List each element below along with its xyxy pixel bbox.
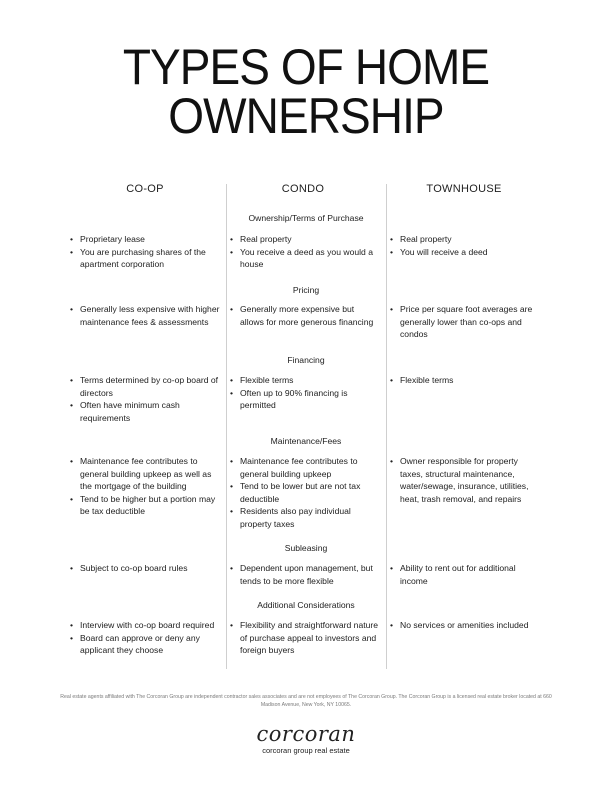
list-item: • Interview with co-op board required — [70, 619, 220, 632]
cell-maintenance-coop — [70, 455, 220, 518]
cell-ownership-townhouse — [390, 233, 540, 258]
cell-subleasing-condo — [230, 562, 380, 587]
list-item: • Tend to be lower but are not tax deductible — [230, 480, 380, 505]
cell-pricing-townhouse — [390, 303, 540, 341]
cell-maintenance-condo — [230, 455, 380, 530]
column-header-condo: CONDO — [281, 183, 325, 195]
section-label-ownership: Ownership/Terms of Purchase — [248, 213, 364, 223]
cell-subleasing-townhouse — [390, 562, 540, 587]
list-item: • Maintenance fee contributes to general building upkeep as well as the mortgage of the building — [70, 455, 220, 493]
logo-tagline: corcoran group real estate — [262, 746, 350, 755]
list-item: • Maintenance fee contributes to general building upkeep — [230, 455, 380, 480]
cell-additional-townhouse — [390, 619, 540, 632]
cell-additional-coop — [70, 619, 220, 657]
page-title-line1: TYPES OF HOME — [122, 39, 490, 95]
corcoran-logo: corcoran — [256, 722, 356, 746]
list-item: • Often have minimum cash requirements — [70, 399, 220, 424]
list-item: • Terms determined by co-op board of directors — [70, 374, 220, 399]
cell-maintenance-townhouse — [390, 455, 540, 505]
cell-ownership-condo — [230, 233, 380, 271]
list-item: • Proprietary lease — [70, 233, 220, 246]
cell-additional-condo — [230, 619, 380, 657]
list-item: • Generally less expensive with higher maintenance fees & assessments — [70, 303, 220, 328]
list-item: • Generally more expensive but allows for more generous financing — [230, 303, 380, 328]
cell-pricing-coop — [70, 303, 220, 328]
list-item: • Ability to rent out for additional income — [390, 562, 540, 587]
list-item: • Residents also pay individual property taxes — [230, 505, 380, 530]
legal-disclaimer: Real estate agents affiliated with The Corcoran Group are independent contractor sales associates and are not employees of The Corcoran Group. The Corcoran Group is a licensed real estate broker located at 660 Madison Avenue, New York, NY 10065. — [60, 694, 552, 709]
list-item: • You will receive a deed — [390, 246, 540, 259]
list-item: • Subject to co-op board rules — [70, 562, 220, 575]
column-divider-left — [226, 184, 227, 669]
cell-financing-coop — [70, 374, 220, 424]
section-label-maintenance: Maintenance/Fees — [270, 436, 342, 446]
list-item: • Price per square foot averages are generally lower than co-ops and condos — [390, 303, 540, 341]
list-item: • Often up to 90% financing is permitted — [230, 387, 380, 412]
section-label-pricing: Pricing — [292, 285, 320, 295]
section-label-additional: Additional Considerations — [257, 600, 355, 610]
cell-subleasing-coop — [70, 562, 220, 575]
cell-ownership-coop — [70, 233, 220, 271]
list-item: • Flexible terms — [390, 374, 540, 387]
list-item: • You receive a deed as you would a house — [230, 246, 380, 271]
cell-pricing-condo — [230, 303, 380, 328]
list-item: • Board can approve or deny any applicant they choose — [70, 632, 220, 657]
column-header-townhouse: TOWNHOUSE — [426, 183, 502, 195]
list-item: • Real property — [230, 233, 380, 246]
list-item: • Flexible terms — [230, 374, 380, 387]
list-item: • No services or amenities included — [390, 619, 540, 632]
list-item: • Dependent upon management, but tends to be more flexible — [230, 562, 380, 587]
list-item: • You are purchasing shares of the apartment corporation — [70, 246, 220, 271]
section-label-subleasing: Subleasing — [284, 543, 328, 553]
column-divider-right — [386, 184, 387, 669]
list-item: • Flexibility and straightforward nature of purchase appeal to investors and foreign buyers — [230, 619, 380, 657]
cell-financing-condo — [230, 374, 380, 412]
page-title-line2: OWNERSHIP — [168, 88, 444, 144]
list-item: • Owner responsible for property taxes, structural maintenance, water/sewage, insurance, utilities, heat, trash removal, and repairs — [390, 455, 540, 505]
cell-financing-townhouse — [390, 374, 540, 387]
column-header-coop: CO-OP — [126, 183, 164, 195]
list-item: • Real property — [390, 233, 540, 246]
section-label-financing: Financing — [287, 355, 325, 365]
list-item: • Tend to be higher but a portion may be tax deductible — [70, 493, 220, 518]
